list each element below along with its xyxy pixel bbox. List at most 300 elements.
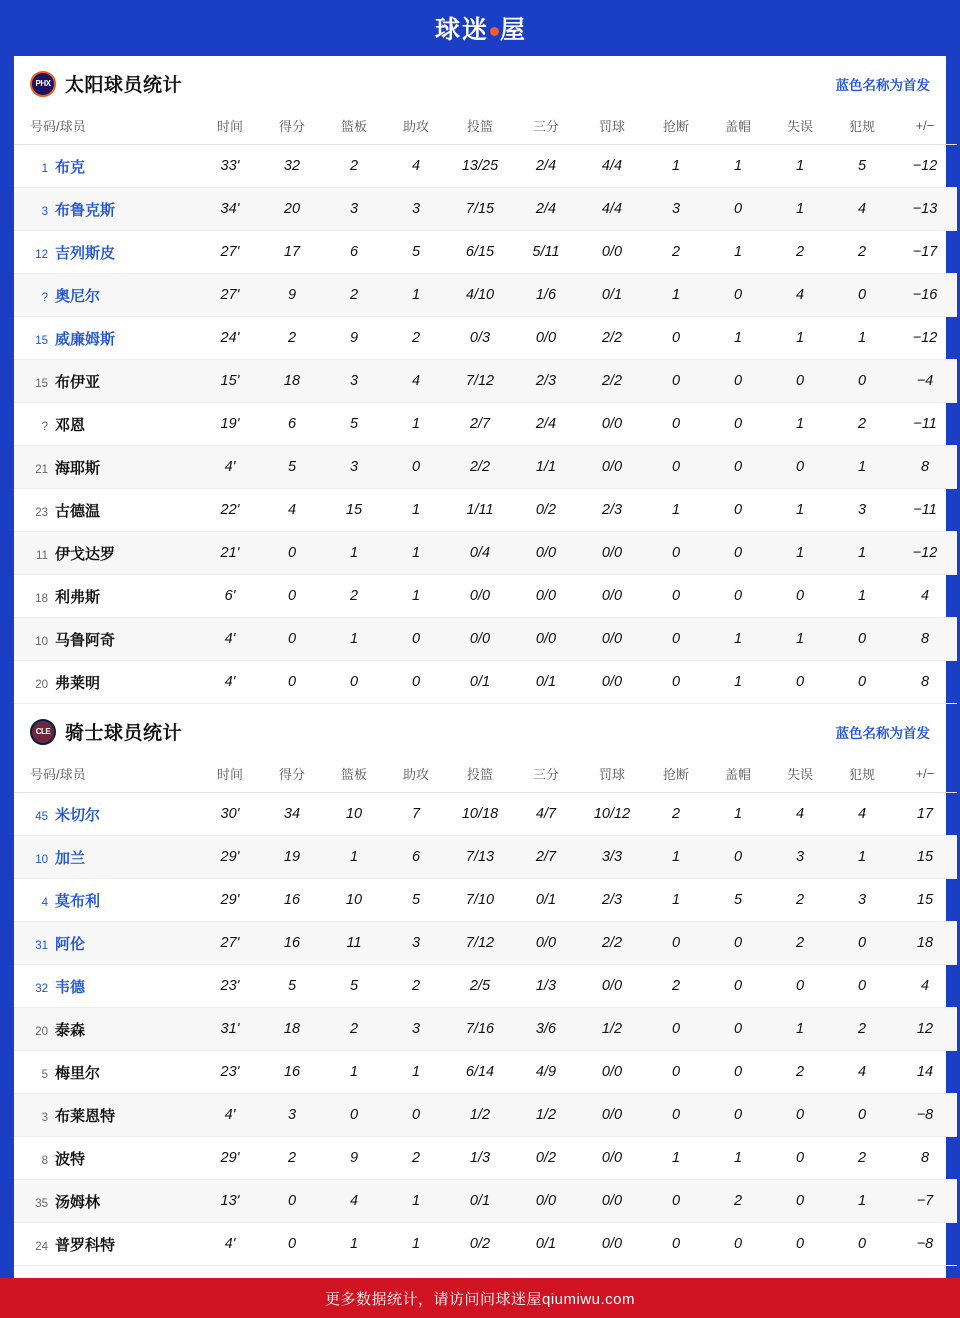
col-header-steals: 抢断 xyxy=(645,755,707,793)
starter-note-cavaliers: 蓝色名称为首发 xyxy=(835,725,930,741)
table-header-row xyxy=(14,107,957,145)
table-row xyxy=(14,317,957,360)
cell-blocks: 1 xyxy=(707,1137,769,1180)
cell-rebounds: 2 xyxy=(323,1008,385,1051)
jersey-number: 35 xyxy=(35,1197,48,1210)
cell-plusminus: −11 xyxy=(893,403,957,446)
player-cell xyxy=(14,1223,199,1266)
cell-steals: 0 xyxy=(645,532,707,575)
cell-turnovers: 2 xyxy=(769,879,831,922)
cell-rebounds: 10 xyxy=(323,879,385,922)
jersey-number: 20 xyxy=(35,1025,48,1038)
cell-minutes: 27' xyxy=(199,231,261,274)
cell-plusminus: −8 xyxy=(893,1094,957,1137)
cell-fieldgoals: 7/10 xyxy=(447,879,513,922)
cell-rebounds: 9 xyxy=(323,1137,385,1180)
cell-points: 20 xyxy=(261,188,323,231)
player-name: 奥尼尔 xyxy=(55,287,101,305)
cell-turnovers: 3 xyxy=(769,836,831,879)
cell-minutes: 15' xyxy=(199,360,261,403)
cavaliers-logo-text: CLE xyxy=(35,727,51,736)
cell-threepointers: 2/4 xyxy=(513,145,579,188)
cell-rebounds: 10 xyxy=(323,793,385,836)
jersey-number: 4 xyxy=(41,896,48,909)
cell-plusminus: −8 xyxy=(893,1223,957,1266)
table-row xyxy=(14,403,957,446)
cell-minutes: 4' xyxy=(199,661,261,704)
table-row xyxy=(14,489,957,532)
player-cell xyxy=(14,879,199,922)
cell-blocks: 1 xyxy=(707,793,769,836)
cell-freethrows: 2/3 xyxy=(579,489,645,532)
cell-minutes: 4' xyxy=(199,1094,261,1137)
cell-fouls: 3 xyxy=(831,489,893,532)
table-row xyxy=(14,532,957,575)
cell-fouls: 1 xyxy=(831,1180,893,1223)
cell-plusminus: 4 xyxy=(893,575,957,618)
col-header-fouls: 犯规 xyxy=(831,755,893,793)
col-header-player: 号码/球员 xyxy=(14,107,199,145)
cell-fouls: 3 xyxy=(831,879,893,922)
player-cell xyxy=(14,836,199,879)
cell-minutes: 27' xyxy=(199,274,261,317)
player-cell xyxy=(14,446,199,489)
cell-fieldgoals: 0/1 xyxy=(447,1180,513,1223)
suns-logo xyxy=(30,71,56,97)
cell-steals: 2 xyxy=(645,965,707,1008)
cell-fouls: 1 xyxy=(831,446,893,489)
cell-assists: 7 xyxy=(385,793,447,836)
jersey-number: 24 xyxy=(35,1240,48,1253)
cell-points: 16 xyxy=(261,879,323,922)
cell-freethrows: 0/0 xyxy=(579,446,645,489)
jersey-number: 11 xyxy=(36,549,48,562)
cell-turnovers: 1 xyxy=(769,618,831,661)
cell-freethrows: 0/0 xyxy=(579,575,645,618)
cell-fouls: 1 xyxy=(831,532,893,575)
cell-assists: 2 xyxy=(385,965,447,1008)
cell-minutes: 21' xyxy=(199,532,261,575)
cell-blocks: 2 xyxy=(707,1180,769,1223)
cell-assists: 1 xyxy=(385,403,447,446)
cell-blocks: 5 xyxy=(707,879,769,922)
cell-threepointers: 1/3 xyxy=(513,965,579,1008)
footer-text: 更多数据统计，请访问问球迷屋qiumiwu.com xyxy=(324,1290,636,1308)
bottom-spacer xyxy=(14,1266,946,1274)
cell-rebounds: 1 xyxy=(323,618,385,661)
cell-freethrows: 0/0 xyxy=(579,532,645,575)
cell-fouls: 2 xyxy=(831,1008,893,1051)
cell-threepointers: 0/1 xyxy=(513,661,579,704)
col-header-threepointers: 三分 xyxy=(513,755,579,793)
cell-minutes: 29' xyxy=(199,1137,261,1180)
cell-rebounds: 1 xyxy=(323,1051,385,1094)
col-header-minutes: 时间 xyxy=(199,755,261,793)
cell-plusminus: −13 xyxy=(893,188,957,231)
cell-freethrows: 2/2 xyxy=(579,317,645,360)
cell-points: 0 xyxy=(261,532,323,575)
cell-freethrows: 0/0 xyxy=(579,1094,645,1137)
player-cell xyxy=(14,793,199,836)
cell-freethrows: 0/0 xyxy=(579,1180,645,1223)
table-row xyxy=(14,1051,957,1094)
cell-minutes: 23' xyxy=(199,1051,261,1094)
cell-turnovers: 0 xyxy=(769,1137,831,1180)
cell-freethrows: 0/0 xyxy=(579,403,645,446)
cell-threepointers: 2/4 xyxy=(513,188,579,231)
cell-freethrows: 0/0 xyxy=(579,661,645,704)
cell-assists: 4 xyxy=(385,360,447,403)
player-name: 汤姆林 xyxy=(55,1193,101,1211)
cell-points: 17 xyxy=(261,231,323,274)
cell-freethrows: 0/0 xyxy=(579,1051,645,1094)
cell-plusminus: 12 xyxy=(893,1008,957,1051)
cell-threepointers: 3/6 xyxy=(513,1008,579,1051)
cell-threepointers: 4/9 xyxy=(513,1051,579,1094)
cell-steals: 1 xyxy=(645,145,707,188)
cell-fieldgoals: 7/15 xyxy=(447,188,513,231)
cell-turnovers: 2 xyxy=(769,231,831,274)
cell-steals: 0 xyxy=(645,575,707,618)
cell-minutes: 34' xyxy=(199,188,261,231)
player-name: 海耶斯 xyxy=(55,459,101,477)
cell-rebounds: 9 xyxy=(323,317,385,360)
cell-blocks: 0 xyxy=(707,1094,769,1137)
col-header-player: 号码/球员 xyxy=(14,755,199,793)
cell-steals: 0 xyxy=(645,360,707,403)
cell-assists: 3 xyxy=(385,922,447,965)
cell-points: 16 xyxy=(261,1051,323,1094)
cell-plusminus: −12 xyxy=(893,317,957,360)
cell-rebounds: 5 xyxy=(323,403,385,446)
table-row xyxy=(14,360,957,403)
cell-rebounds: 0 xyxy=(323,661,385,704)
cell-plusminus: 14 xyxy=(893,1051,957,1094)
cell-plusminus: −12 xyxy=(893,145,957,188)
cell-turnovers: 0 xyxy=(769,1223,831,1266)
cavaliers-logo xyxy=(30,719,56,745)
cell-rebounds: 2 xyxy=(323,274,385,317)
cell-threepointers: 1/2 xyxy=(513,1094,579,1137)
cell-steals: 0 xyxy=(645,922,707,965)
table-row xyxy=(14,446,957,489)
table-row xyxy=(14,1094,957,1137)
cell-blocks: 0 xyxy=(707,575,769,618)
cell-assists: 4 xyxy=(385,145,447,188)
starter-note-suns: 蓝色名称为首发 xyxy=(835,77,930,93)
cell-fieldgoals: 2/7 xyxy=(447,403,513,446)
cell-assists: 1 xyxy=(385,274,447,317)
cell-plusminus: −12 xyxy=(893,532,957,575)
cell-steals: 0 xyxy=(645,446,707,489)
cell-blocks: 0 xyxy=(707,1223,769,1266)
cell-minutes: 23' xyxy=(199,965,261,1008)
jersey-number: 10 xyxy=(35,635,48,648)
cell-rebounds: 1 xyxy=(323,532,385,575)
cell-assists: 0 xyxy=(385,446,447,489)
jersey-number: 5 xyxy=(41,1068,48,1081)
table-row xyxy=(14,231,957,274)
cell-rebounds: 11 xyxy=(323,922,385,965)
cell-points: 3 xyxy=(261,1094,323,1137)
col-header-assists: 助攻 xyxy=(385,755,447,793)
table-row xyxy=(14,1137,957,1180)
suns-logo-text: PHX xyxy=(35,79,51,88)
cell-minutes: 29' xyxy=(199,836,261,879)
cell-minutes: 6' xyxy=(199,575,261,618)
cell-rebounds: 15 xyxy=(323,489,385,532)
player-cell xyxy=(14,188,199,231)
cell-threepointers: 2/7 xyxy=(513,836,579,879)
jersey-number: 21 xyxy=(35,463,48,476)
cell-rebounds: 6 xyxy=(323,231,385,274)
table-row xyxy=(14,879,957,922)
cell-blocks: 1 xyxy=(707,317,769,360)
cell-fieldgoals: 6/15 xyxy=(447,231,513,274)
cell-turnovers: 2 xyxy=(769,922,831,965)
col-header-turnovers: 失误 xyxy=(769,755,831,793)
cell-threepointers: 0/0 xyxy=(513,317,579,360)
cell-plusminus: 8 xyxy=(893,661,957,704)
cell-minutes: 33' xyxy=(199,145,261,188)
section-title-cavaliers: 骑士球员统计 xyxy=(65,723,183,744)
jersey-number: 15 xyxy=(35,377,48,390)
col-header-points: 得分 xyxy=(261,755,323,793)
cell-rebounds: 1 xyxy=(323,1223,385,1266)
player-name: 韦德 xyxy=(55,978,86,996)
cell-fouls: 0 xyxy=(831,922,893,965)
player-name: 利弗斯 xyxy=(55,588,101,606)
cell-plusminus: 8 xyxy=(893,1137,957,1180)
cell-fieldgoals: 0/0 xyxy=(447,618,513,661)
cell-minutes: 31' xyxy=(199,1008,261,1051)
cell-threepointers: 4/7 xyxy=(513,793,579,836)
player-name: 布伊亚 xyxy=(55,373,101,391)
cell-fieldgoals: 2/5 xyxy=(447,965,513,1008)
cell-assists: 0 xyxy=(385,1094,447,1137)
cell-steals: 1 xyxy=(645,489,707,532)
cell-turnovers: 1 xyxy=(769,403,831,446)
section-header-cavaliers xyxy=(14,704,946,755)
cell-fouls: 2 xyxy=(831,1137,893,1180)
cell-assists: 1 xyxy=(385,1180,447,1223)
cell-threepointers: 2/3 xyxy=(513,360,579,403)
table-row xyxy=(14,965,957,1008)
cell-plusminus: 8 xyxy=(893,618,957,661)
player-name: 梅里尔 xyxy=(55,1064,101,1082)
cell-minutes: 22' xyxy=(199,489,261,532)
cell-rebounds: 3 xyxy=(323,446,385,489)
cell-blocks: 0 xyxy=(707,446,769,489)
jersey-number: 8 xyxy=(41,1154,48,1167)
cell-threepointers: 0/0 xyxy=(513,575,579,618)
player-name: 邓恩 xyxy=(55,416,86,434)
suns-table-body xyxy=(14,145,957,704)
cell-freethrows: 0/0 xyxy=(579,231,645,274)
player-name: 吉列斯皮 xyxy=(55,244,116,262)
cell-fouls: 4 xyxy=(831,188,893,231)
cell-threepointers: 0/0 xyxy=(513,532,579,575)
cell-freethrows: 2/2 xyxy=(579,360,645,403)
table-row xyxy=(14,836,957,879)
cell-steals: 0 xyxy=(645,403,707,446)
cell-freethrows: 0/0 xyxy=(579,1223,645,1266)
cell-points: 18 xyxy=(261,360,323,403)
cell-assists: 2 xyxy=(385,317,447,360)
cell-freethrows: 2/2 xyxy=(579,922,645,965)
cell-fieldgoals: 0/3 xyxy=(447,317,513,360)
cell-threepointers: 0/0 xyxy=(513,1180,579,1223)
cell-turnovers: 0 xyxy=(769,360,831,403)
cell-plusminus: −17 xyxy=(893,231,957,274)
cell-minutes: 4' xyxy=(199,618,261,661)
cell-blocks: 0 xyxy=(707,360,769,403)
cell-turnovers: 4 xyxy=(769,274,831,317)
cell-fieldgoals: 7/13 xyxy=(447,836,513,879)
player-name: 莫布利 xyxy=(55,892,101,910)
cell-plusminus: 18 xyxy=(893,922,957,965)
cell-turnovers: 1 xyxy=(769,188,831,231)
cell-steals: 0 xyxy=(645,1051,707,1094)
cell-blocks: 1 xyxy=(707,661,769,704)
cell-fieldgoals: 6/14 xyxy=(447,1051,513,1094)
cell-rebounds: 3 xyxy=(323,188,385,231)
cell-assists: 5 xyxy=(385,231,447,274)
table-row xyxy=(14,1008,957,1051)
cell-rebounds: 2 xyxy=(323,575,385,618)
cell-turnovers: 1 xyxy=(769,489,831,532)
cell-turnovers: 0 xyxy=(769,965,831,1008)
player-cell xyxy=(14,1094,199,1137)
jersey-number: 23 xyxy=(35,506,48,519)
cell-points: 4 xyxy=(261,489,323,532)
player-cell xyxy=(14,489,199,532)
jersey-number: 1 xyxy=(41,162,48,175)
col-header-turnovers: 失误 xyxy=(769,107,831,145)
player-cell xyxy=(14,1180,199,1223)
cell-minutes: 27' xyxy=(199,922,261,965)
cell-assists: 3 xyxy=(385,1008,447,1051)
cell-points: 5 xyxy=(261,446,323,489)
cell-fouls: 2 xyxy=(831,231,893,274)
col-header-threepointers: 三分 xyxy=(513,107,579,145)
cell-points: 32 xyxy=(261,145,323,188)
cell-fouls: 0 xyxy=(831,360,893,403)
cell-turnovers: 1 xyxy=(769,1008,831,1051)
cell-rebounds: 2 xyxy=(323,145,385,188)
cell-steals: 0 xyxy=(645,1094,707,1137)
jersey-number: 32 xyxy=(35,982,48,995)
cell-blocks: 0 xyxy=(707,836,769,879)
col-header-blocks: 盖帽 xyxy=(707,755,769,793)
table-row xyxy=(14,1223,957,1266)
player-cell xyxy=(14,618,199,661)
site-header xyxy=(0,0,960,56)
cell-threepointers: 0/0 xyxy=(513,922,579,965)
cell-steals: 0 xyxy=(645,1180,707,1223)
cell-assists: 0 xyxy=(385,618,447,661)
cell-blocks: 0 xyxy=(707,489,769,532)
cell-blocks: 0 xyxy=(707,403,769,446)
table-row xyxy=(14,922,957,965)
cell-freethrows: 0/0 xyxy=(579,618,645,661)
cell-fieldgoals: 10/18 xyxy=(447,793,513,836)
cell-assists: 2 xyxy=(385,1137,447,1180)
cell-fieldgoals: 13/25 xyxy=(447,145,513,188)
table-header-row xyxy=(14,755,957,793)
cell-steals: 0 xyxy=(645,661,707,704)
site-footer xyxy=(0,1278,960,1318)
table-row xyxy=(14,274,957,317)
cell-turnovers: 0 xyxy=(769,575,831,618)
cell-turnovers: 0 xyxy=(769,1180,831,1223)
cell-minutes: 13' xyxy=(199,1180,261,1223)
player-cell xyxy=(14,231,199,274)
player-cell xyxy=(14,532,199,575)
player-cell xyxy=(14,403,199,446)
cell-fouls: 0 xyxy=(831,1094,893,1137)
col-header-rebounds: 篮板 xyxy=(323,755,385,793)
cell-steals: 0 xyxy=(645,1008,707,1051)
cell-minutes: 19' xyxy=(199,403,261,446)
cell-turnovers: 1 xyxy=(769,317,831,360)
col-header-fouls: 犯规 xyxy=(831,107,893,145)
player-cell xyxy=(14,1137,199,1180)
cell-blocks: 0 xyxy=(707,188,769,231)
cell-points: 0 xyxy=(261,661,323,704)
jersey-number: 18 xyxy=(35,592,48,605)
player-name: 米切尔 xyxy=(55,806,101,824)
cell-minutes: 4' xyxy=(199,446,261,489)
suns-stats-table xyxy=(14,107,957,704)
brand-text-left: 球迷 xyxy=(434,16,489,44)
cell-threepointers: 1/6 xyxy=(513,274,579,317)
cell-assists: 3 xyxy=(385,188,447,231)
cell-assists: 0 xyxy=(385,661,447,704)
player-cell xyxy=(14,1008,199,1051)
cell-fieldgoals: 2/2 xyxy=(447,446,513,489)
brand-text-right: 屋 xyxy=(500,16,528,44)
cell-steals: 2 xyxy=(645,231,707,274)
cell-fieldgoals: 1/3 xyxy=(447,1137,513,1180)
cell-threepointers: 0/1 xyxy=(513,879,579,922)
cell-fouls: 4 xyxy=(831,1051,893,1094)
player-name: 弗莱明 xyxy=(55,674,101,692)
cell-turnovers: 1 xyxy=(769,145,831,188)
cell-fieldgoals: 7/12 xyxy=(447,360,513,403)
cell-turnovers: 0 xyxy=(769,661,831,704)
player-cell xyxy=(14,317,199,360)
cell-fieldgoals: 1/11 xyxy=(447,489,513,532)
player-cell xyxy=(14,965,199,1008)
cell-plusminus: −4 xyxy=(893,360,957,403)
jersey-number: 15 xyxy=(35,334,48,347)
cell-fouls: 1 xyxy=(831,836,893,879)
cell-assists: 5 xyxy=(385,879,447,922)
cell-turnovers: 0 xyxy=(769,446,831,489)
cell-fouls: 4 xyxy=(831,793,893,836)
col-header-steals: 抢断 xyxy=(645,107,707,145)
cell-threepointers: 1/1 xyxy=(513,446,579,489)
cell-steals: 1 xyxy=(645,1137,707,1180)
cell-freethrows: 2/3 xyxy=(579,879,645,922)
cell-assists: 1 xyxy=(385,575,447,618)
table-row xyxy=(14,1180,957,1223)
cell-minutes: 4' xyxy=(199,1223,261,1266)
jersey-number: ? xyxy=(41,291,48,304)
player-cell xyxy=(14,274,199,317)
cell-points: 16 xyxy=(261,922,323,965)
